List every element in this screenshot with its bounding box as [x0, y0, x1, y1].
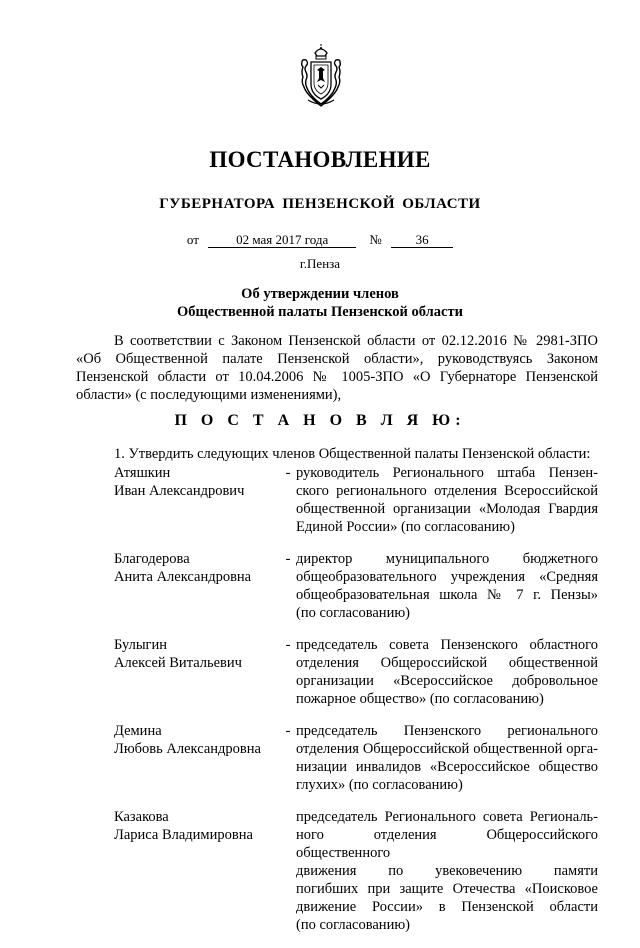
member-position	[296, 464, 598, 536]
member-given-names: Анита Александровна	[114, 569, 252, 585]
member-dash: -	[285, 723, 291, 739]
position-line: руководитель Регионального штаба Пензен-	[296, 465, 598, 481]
position-line: (по согласованию)	[296, 605, 410, 621]
position-line: директор муниципального бюджетного	[296, 551, 598, 567]
member-given-names: Иван Александрович	[114, 483, 245, 499]
position-line: отделения Общероссийской общественной орга-	[296, 741, 598, 757]
coat-of-arms-emblem	[298, 44, 344, 108]
member-dash: -	[285, 551, 291, 567]
position-line: глухих» (по согласованию)	[296, 777, 463, 793]
document-title: ПОСТАНОВЛЕНИЕ	[209, 147, 431, 172]
member-dash: -	[285, 637, 291, 653]
intro-paragraph: В соответствии с Законом Пензенской области от 02.12.2016 № 2981-ЗПО «Об Общественной палате Пензенской области», руководствуясь Законом Пензенской области от 10.04.2006 № 1005-ЗПО «О Губернаторе Пензенской области» (с последующими изменениями),	[76, 333, 598, 403]
position-line: (по согласованию)	[296, 917, 410, 933]
position-line: движение России» в Пензенской области	[296, 899, 598, 915]
document-subtitle: ГУБЕРНАТОРА ПЕНЗЕНСКОЙ ОБЛАСТИ	[159, 196, 481, 212]
member-surname: Благодерова	[114, 551, 190, 567]
position-line: отделения Общероссийской общественной	[296, 655, 598, 671]
document-heading	[0, 285, 640, 321]
position-line: ского регионального отделения Всероссийской	[296, 483, 598, 499]
member-surname: Атяшкин	[114, 465, 171, 481]
members-list	[114, 464, 598, 948]
member-position	[296, 722, 598, 794]
position-line: движения по увековечению памяти	[296, 863, 598, 879]
position-line: председатель совета Пензенского областного	[296, 637, 598, 653]
position-line: ного отделения Общероссийского общественного	[296, 827, 598, 861]
member-name	[114, 550, 280, 622]
resolve-heading: П О С Т А Н О В Л Я Ю:	[174, 412, 466, 429]
position-line: пожарное общество» (по согласованию)	[296, 691, 544, 707]
item-1-text: 1. Утвердить следующих членов Общественной палаты Пензенской области:	[114, 446, 591, 462]
member-position	[296, 808, 598, 934]
date-prefix: от	[186, 232, 199, 247]
member-name	[114, 722, 280, 794]
document-date: 02 мая 2017 года	[208, 233, 356, 248]
document-city: г.Пенза	[299, 256, 341, 271]
member-entry	[114, 464, 598, 536]
position-line: председатель Пензенского регионального	[296, 723, 598, 739]
member-entry	[114, 808, 598, 934]
position-line: председатель Регионального совета Региональ-	[296, 809, 598, 825]
member-given-names: Любовь Александровна	[114, 741, 261, 757]
position-line: Единой России» (по согласованию)	[296, 519, 515, 535]
member-surname: Булыгин	[114, 637, 168, 653]
position-line: погибших при защите Отечества «Поисковое	[296, 881, 598, 897]
heading-line-1: Об утверждении членов	[241, 286, 399, 302]
member-given-names: Лариса Владимировна	[114, 827, 253, 843]
document-number: 36	[391, 233, 453, 248]
date-number-line	[0, 232, 640, 248]
member-name	[114, 464, 280, 536]
member-position	[296, 550, 598, 622]
member-entry	[114, 550, 598, 622]
member-surname: Казакова	[114, 809, 169, 825]
number-label: №	[369, 232, 382, 247]
member-given-names: Алексей Витальевич	[114, 655, 242, 671]
member-surname: Демина	[114, 723, 162, 739]
position-line: низации инвалидов «Всероссийское общество	[296, 759, 598, 775]
member-entry	[114, 636, 598, 708]
member-name	[114, 636, 280, 708]
heading-line-2: Общественной палаты Пензенской области	[177, 304, 463, 320]
position-line: общественной организации «Молодая Гвардия	[296, 501, 598, 517]
position-line: организации «Всероссийское добровольное	[296, 673, 598, 689]
member-dash: -	[285, 465, 291, 481]
member-name	[114, 808, 280, 934]
member-position	[296, 636, 598, 708]
position-line: общеобразовательного учреждения «Средняя	[296, 569, 598, 585]
member-entry	[114, 722, 598, 794]
position-line: общеобразовательная школа № 7 г. Пензы»	[296, 587, 598, 603]
